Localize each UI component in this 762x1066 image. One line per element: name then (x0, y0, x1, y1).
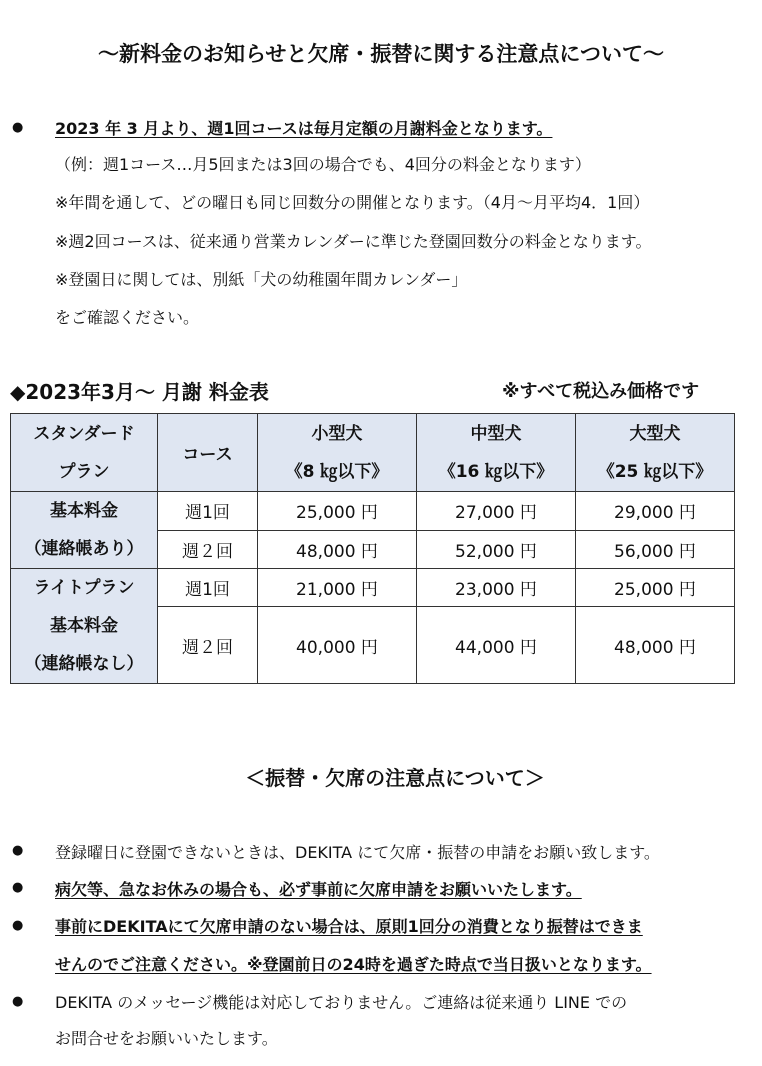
absence-item-3-line-1: 事前にDEKITAにて欠席申請のない場合は、原則1回分の消費となり振替はできま (55, 917, 643, 936)
table-row (11, 492, 735, 531)
price-cell: 48,000 円 (576, 607, 735, 684)
size-header-large (576, 414, 735, 492)
absence-title: ＜振替・欠席の注意点について＞ (245, 766, 545, 790)
course-header-cell: コース (158, 414, 258, 492)
tax-note: ※すべて税込み価格です (502, 381, 700, 402)
plan-label-line: （連絡帳あり） (24, 539, 144, 559)
plan-label-line: 基本料金 (50, 501, 118, 521)
plan-label-line: 基本料金 (50, 616, 118, 636)
notice-line-main: 2023 年 3 月より、週1回コースは毎月定額の月謝料金となります。 (55, 119, 553, 138)
size-limit: 《25 ㎏以下》 (597, 461, 713, 482)
absence-bullet: ● (12, 880, 24, 895)
page-title: ～新料金のお知らせと欠席・振替に関する注意点について～ (98, 42, 664, 66)
price-cell: 56,000 円 (576, 530, 735, 569)
course-cell: 週２回 (158, 530, 258, 569)
absence-item-2: 病欠等、急なお休みの場合も、必ず事前に欠席申請をお願いいたします。 (55, 880, 582, 899)
notice-line-annual: ※年間を通して、どの曜日も同じ回数分の開催となります。（4月～月平均4．1回） (55, 193, 650, 212)
notice-bullet: ● (12, 120, 24, 135)
notice-line-confirm: をご確認ください。 (55, 308, 200, 327)
size-limit: 《8 ㎏以下》 (285, 461, 389, 482)
plan-header-line: プラン (58, 461, 110, 482)
plan-label-line: （連絡帳なし） (24, 654, 144, 674)
plan-header-line: スタンダード (33, 423, 135, 444)
price-cell: 25,000 円 (576, 569, 735, 607)
size-name: 中型犬 (470, 423, 522, 444)
absence-item-1: 登録曜日に登園できないときは、DEKITA にて欠席・振替の申請をお願い致します。 (55, 843, 660, 862)
size-header-small (258, 414, 417, 492)
price-cell: 23,000 円 (417, 569, 576, 607)
table-row (11, 569, 735, 607)
fee-table (10, 413, 735, 684)
size-header-medium (417, 414, 576, 492)
absence-bullet: ● (12, 994, 24, 1009)
notice-line-twice-weekly: ※週2回コースは、従来通り営業カレンダーに準じた登園回数分の料金となります。 (55, 232, 652, 251)
plan-label-line: ライトプラン (33, 578, 135, 598)
course-cell: 週２回 (158, 607, 258, 684)
notice-line-calendar: ※登園日に関しては、別紙「犬の幼稚園年間カレンダー」 (55, 270, 468, 289)
table-header-row (11, 414, 735, 492)
course-cell: 週1回 (158, 569, 258, 607)
absence-item-4-line-1: DEKITA のメッセージ機能は対応しておりません。ご連絡は従来通り LINE での (55, 993, 628, 1012)
light-plan-label (11, 569, 158, 684)
absence-item-3-line-2: せんのでご注意ください。※登園前日の24時を過ぎた時点で当日扱いとなります。 (55, 955, 652, 974)
size-name: 小型犬 (311, 423, 363, 444)
notice-line-example: （例：週1コース…月5回または3回の場合でも、4回分の料金となります） (55, 155, 591, 174)
fee-table-heading: ◆2023年3月～ 月謝 料金表 (10, 380, 269, 404)
absence-item-4-line-2: お問合せをお願いいたします。 (55, 1029, 278, 1048)
price-cell: 44,000 円 (417, 607, 576, 684)
plan-header-cell (11, 414, 158, 492)
absence-bullet: ● (12, 918, 24, 933)
absence-bullet: ● (12, 843, 24, 858)
price-cell: 21,000 円 (258, 569, 417, 607)
price-cell: 27,000 円 (417, 492, 576, 531)
course-cell: 週1回 (158, 492, 258, 531)
size-limit: 《16 ㎏以下》 (438, 461, 554, 482)
price-cell: 52,000 円 (417, 530, 576, 569)
size-name: 大型犬 (629, 423, 681, 444)
standard-plan-label (11, 492, 158, 569)
price-cell: 29,000 円 (576, 492, 735, 531)
price-cell: 48,000 円 (258, 530, 417, 569)
price-cell: 40,000 円 (258, 607, 417, 684)
price-cell: 25,000 円 (258, 492, 417, 531)
